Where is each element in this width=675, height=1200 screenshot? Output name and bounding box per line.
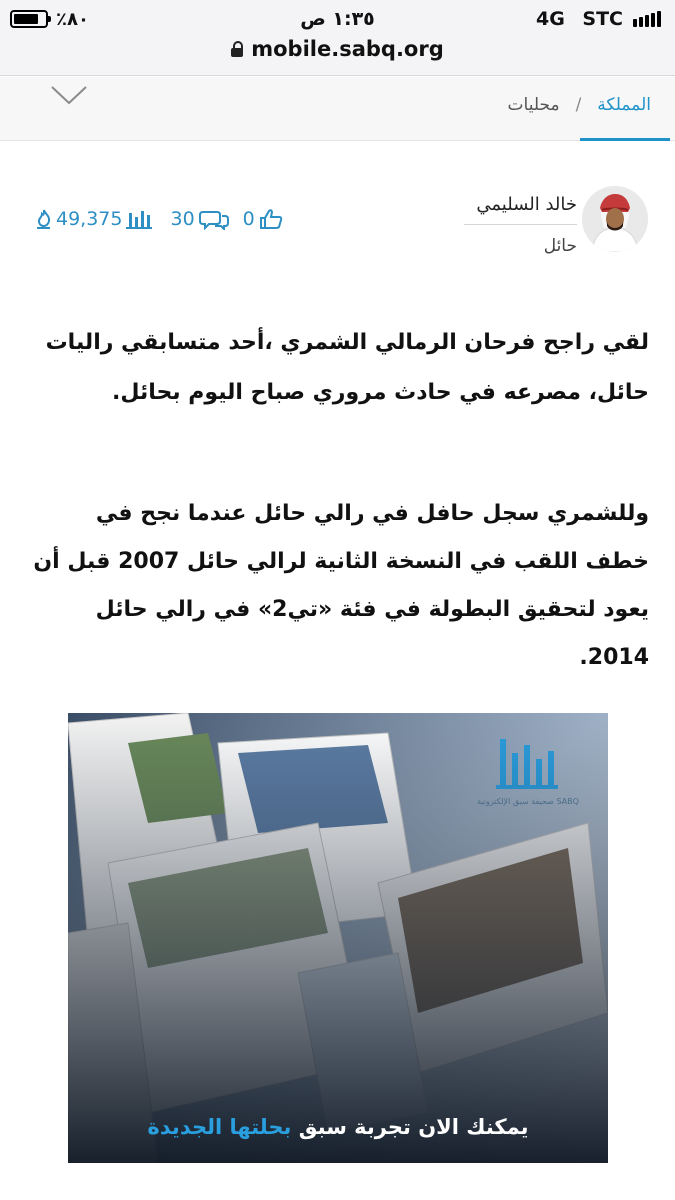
avatar[interactable]	[582, 186, 648, 252]
views-stat	[36, 208, 152, 230]
breadcrumb-separator: /	[575, 95, 582, 115]
browser-chrome	[0, 0, 675, 76]
url-bar[interactable]	[0, 34, 675, 64]
author-city: حائل	[543, 236, 577, 256]
promo-caption-highlight: بحلتها الجديدة	[147, 1115, 292, 1139]
url-text: mobile.sabq.org	[251, 37, 444, 61]
article-stats	[36, 204, 283, 234]
comments-stat[interactable]	[170, 208, 228, 230]
fire-icon	[36, 209, 52, 229]
breadcrumb-item-local[interactable]: محليات	[507, 95, 560, 115]
views-count: 49,375	[56, 208, 123, 230]
author-photo	[582, 186, 648, 252]
thumbs-up-icon	[259, 208, 283, 230]
comments-count: 30	[170, 208, 195, 230]
network-type: 4G	[536, 8, 565, 30]
lock-icon	[231, 41, 243, 57]
promo-banner[interactable]	[68, 713, 608, 1163]
promo-caption-main: يمكنك الان تجربة سبق	[291, 1115, 529, 1139]
signal-icon	[631, 11, 661, 27]
status-time: ١:٣٥ ص	[300, 8, 375, 30]
likes-count: 0	[242, 208, 255, 230]
battery-percent: ٪٨٠	[56, 8, 89, 30]
carrier-name: STC	[582, 8, 623, 30]
carrier-indicator	[582, 6, 661, 32]
likes-stat[interactable]	[243, 208, 283, 230]
breadcrumb-item-kingdom[interactable]: المملكة	[597, 95, 651, 115]
article-paragraph-1: لقي راجح فرحان الرمالي الشمري ،أحد متسابقي راليات حائل، مصرعه في حادث مروري صباح اليوم بحائل.	[45, 330, 649, 405]
article-paragraph-2: وللشمري سجل حافل في رالي حائل عندما نجح في خطف اللقب في النسخة الثانية لرالي حائل 2007 قبل أن يعود لتحقيق البطولة في فئة «تي2» في رالي حائل 2014.	[33, 501, 649, 670]
promo-caption	[68, 1107, 608, 1147]
chevron-down-icon[interactable]	[50, 84, 88, 106]
promo-brand-text: SABQ صحيفة سبق الإلكترونية	[477, 797, 579, 806]
comments-icon	[199, 208, 229, 230]
promo-image	[68, 713, 608, 1163]
bar-chart-icon	[126, 209, 152, 229]
author-divider	[464, 224, 577, 225]
breadcrumb-bar	[0, 77, 675, 141]
breadcrumb	[508, 95, 651, 115]
author-name[interactable]: خالد السليمي	[476, 194, 577, 215]
breadcrumb-active-underline	[580, 138, 670, 141]
